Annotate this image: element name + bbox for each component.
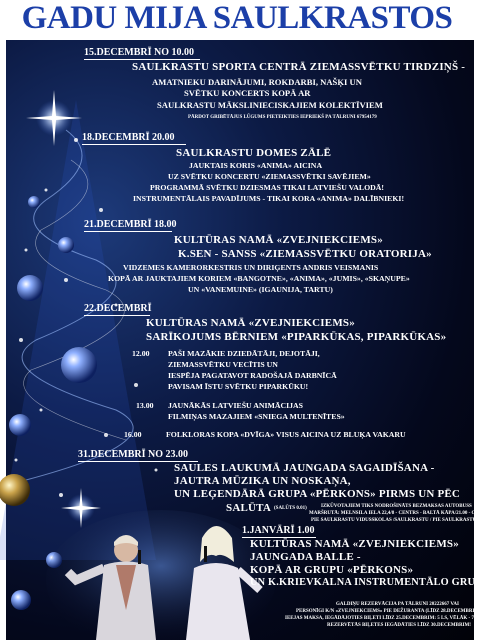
event-3-line-3: UN «VANEMUINE» (IGAUNIJA, TARTU) [188, 285, 333, 294]
event-5-salute-note: (SALŪTS 0.01) [274, 506, 307, 511]
event-5-date: 31.DECEMBRĪ NO 23.00 [78, 449, 189, 460]
event-2-venue: SAULKRASTU DOMES ZĀLĒ [176, 147, 332, 159]
event-3-date-underline [84, 231, 172, 232]
event-5-line-2: JAUTRA MŪZIKA UN NOSKAŅA, [174, 475, 351, 487]
event-2-date-underline [82, 144, 186, 145]
event-6-line-3: KOPĀ AR GRUPU «PĒRKONS» [250, 564, 414, 576]
event-4-item-2-line-2: FILMIŅAS MAZAJIEM «SNIEGA MULTENĪTES» [168, 412, 345, 421]
event-2-line-3: PROGRAMMĀ SVĒTKU DZIESMAS TIKAI LATVIEŠU VALODĀ! [150, 183, 385, 192]
event-6-line-1: KULTŪRAS NAMĀ «ZVEJNIEKCIEMS» [250, 538, 459, 550]
poster-title: GADU MIJA SAULKRASTOS [21, 0, 453, 36]
event-1-line-3: SAULKRASTU MĀKSLINIECISKAJIEM KOLEKTĪVIEM [157, 100, 383, 110]
event-4-date-underline [84, 315, 150, 316]
event-4-item-2-time: 13.00 [136, 401, 154, 410]
event-5-bus-line-1: IZKŪVOTAJIEM TIKS NODROŠINĀTS BEZMAKSAS AUTOBUSS [321, 504, 472, 509]
event-5-bus-line-3: PIE SAULKRASTU VIDUSSKOLAS /SAULKRASTU / PIE SAULKRASTU ATPŪTAS / [311, 518, 502, 523]
event-3-subtitle: K.SEN - SANSS «ZIEMASSVĒTKU ORATORIJA» [178, 248, 432, 260]
event-4-item-1-line-2: ZIEMASSVĒTKU VECĪTIS UN [168, 360, 278, 369]
event-1-note: PĀRDOT GRIBĒTĀJUS LŪGUMS PIETEIKTIES IEPRIEKŠ PA TĀLRUNI 67954179 [188, 115, 377, 120]
event-4-item-1-time: 12.00 [132, 349, 150, 358]
event-6-date: 1.JANVĀRĪ 1.00 [242, 525, 315, 536]
event-1-venue: SAULKRASTU SPORTA CENTRĀ ZIEMASSVĒTKU TIRDZIŅŠ - [132, 61, 466, 73]
footer-line-1: GALDIŅU REZERVĀCIJA PA TĀLRUNI 20222667 VAI [336, 602, 459, 607]
event-2-line-4: INSTRUMENTĀLAIS PAVADĪJUMS - TIKAI KORA «ANIMA» DALĪBNIEKI! [133, 194, 405, 203]
event-4-item-2-line-1: JAUNĀKĀS LATVIEŠU ANIMĀCIJAS [168, 401, 304, 410]
footer-line-3: IEEJAS MAKSA, IEGĀDĀJOTIES BIĻETI LĪDZ 25.DECEMBRIM: 5 LS, VĒLĀK - 7 LS. [285, 616, 483, 621]
event-4-venue: KULTŪRAS NAMĀ «ZVEJNIEKCIEMS» [146, 317, 355, 329]
event-1-line-1: AMATNIEKU DARINĀJUMI, ROKDARBI, NAŠĶI UN [152, 77, 362, 87]
event-5-line-1: SAULES LAUKUMĀ JAUNGADA SAGAIDĪŠANA - [174, 462, 435, 474]
event-5-salute: SALŪTA [226, 502, 272, 514]
event-1-date-underline [84, 59, 200, 60]
event-3-line-1: VIDZEMES KAMERORKESTRIS UN DIRIĢENTS ANDRIS VEISMANIS [123, 263, 379, 272]
event-5-bus-line-2: MARŠRUTĀ: MELNSILA IELA 22,4/8 - CENTRS - BALTĀ KĀPA/21.00 - CENTRS / [309, 511, 495, 516]
event-4-item-1-line-4: PAVISAM ĪSTU SVĒTKU PIPARKŪKU! [168, 382, 309, 391]
event-2-line-2: UZ SVĒTKU KONCERTU «ZIEMASSVĒTKI SAVĒJIEM» [168, 172, 371, 181]
event-4-item-3-line-1: FOLKLORAS KOPA «DVĪGA» VISUS AICINA UZ BLUĶA VAKARU [166, 430, 406, 439]
event-1-date: 15.DECEMBRĪ NO 10.00 [84, 47, 195, 58]
event-4-item-1-line-1: PAŠI MAZĀKIE DZIEDĀTĀJI, DEJOTĀJI, [168, 349, 320, 358]
event-5-line-3: UN LEĢENDĀRĀ GRUPA «PĒRKONS» PIRMS UN PĒC [174, 488, 461, 500]
event-4-date: 22.DECEMBRĪ [84, 303, 152, 314]
event-1-line-2: SVĒTKU KONCERTS KOPĀ AR [184, 88, 311, 98]
event-3-line-2: KOPĀ AR JAUKTAJIEM KORIEM «BANGOTNE», «ANIMA», «JUMIS», «SKAŅUPE» [108, 274, 410, 283]
event-2-date: 18.DECEMBRĪ 20.00 [82, 132, 175, 143]
footer-line-2: PERSONĪGI K/N «ZVEJNIEKCIEMS» PIE DEŽURANTA (LĪDZ 28.DECEMBRIM). [296, 609, 483, 614]
event-2-line-1: JAUKTAIS KORIS «ANIMA» AICINA [189, 161, 323, 170]
event-4-item-3-time: 16.00 [124, 430, 142, 439]
footer-line-4: REZERVĒTĀS BIĻETES IEGĀDĀTIES LĪDZ 30.DECEMBRIM! [327, 623, 471, 628]
event-3-venue: KULTŪRAS NAMĀ «ZVEJNIEKCIEMS» [174, 234, 383, 246]
event-4-subtitle: SARĪKOJUMS BĒRNIEM «PIPARKŪKAS, PIPARKŪKAS» [146, 331, 447, 343]
poster-background [6, 40, 502, 640]
event-6-line-4: UN K.KRIEVKALNA INSTRUMENTĀLO GRUPU [250, 577, 490, 588]
event-4-item-1-line-3: IESPĒJA PAGATAVOT RADOŠAJĀ DARBNĪCĀ [168, 371, 337, 380]
event-3-date: 21.DECEMBRĪ 18.00 [84, 219, 177, 230]
event-6-line-2: JAUNGADA BALLE - [250, 551, 361, 563]
